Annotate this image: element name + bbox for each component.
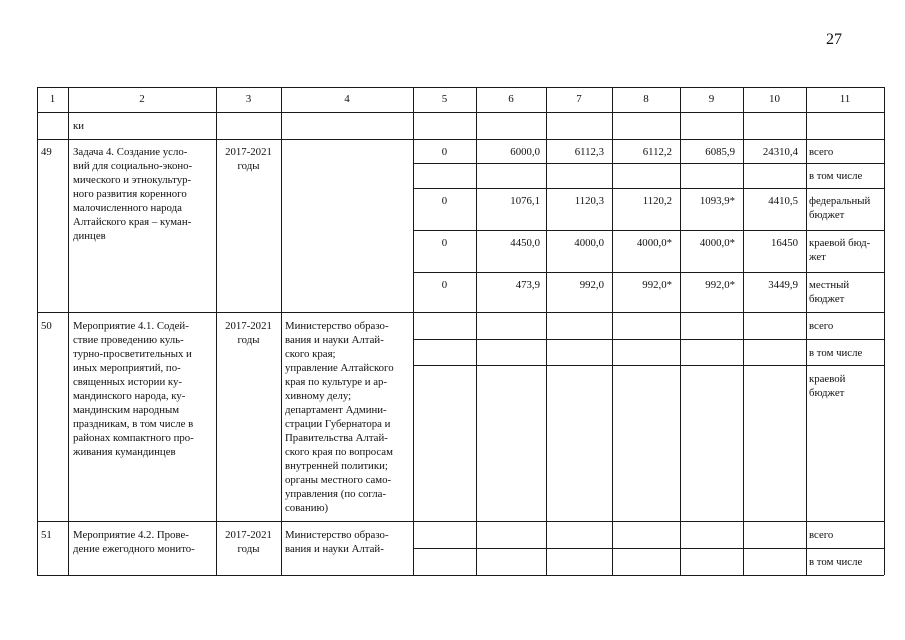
cell-col10: 4410,5 [768,195,798,207]
cell-col6: 473,9 [515,279,540,291]
header-cell-6: 6 [508,93,514,105]
column-border-6 [546,87,547,575]
measure-name-line: Мероприятие 4.1. Содей- [73,320,189,332]
subrow-border [413,365,884,366]
column-border-5 [476,87,477,575]
cell-col5: 0 [441,146,448,158]
executor-line: департамент Админи- [285,404,387,416]
cell-col8: 992,0* [642,279,672,291]
funding-source-line: краевой [809,373,846,385]
row-number: 49 [41,146,52,158]
column-border-11 [884,87,885,575]
header-cell-2: 2 [139,93,145,105]
cell-col5: 0 [441,279,448,291]
executor-line: Министерство образо- [285,320,389,332]
funding-source-line: федеральный [809,195,871,207]
column-border-7 [612,87,613,575]
period-line: годы [237,334,260,346]
cell-col8: 4000,0* [636,237,672,249]
measure-name-line: священных истории ку- [73,376,183,388]
measure-name-line: мандинского народа, ку- [73,390,186,402]
cell-col6: 6000,0 [510,146,540,158]
executor-line: края по культуре и ар- [285,376,388,388]
column-border-3 [281,87,282,575]
executor-line: сованию) [285,502,329,514]
page-number: 27 [826,31,842,48]
executor-line: Министерство образо- [285,529,389,541]
measure-name-line: ствие проведению куль- [73,334,184,346]
funding-source-line: всего [809,146,834,158]
period-line: 2017-2021 [225,146,272,158]
cell-col6: 4450,0 [510,237,540,249]
measure-name-line: дение ежегодного монито- [73,543,195,555]
cell-col9: 992,0* [705,279,735,291]
funding-source-line: жет [809,251,826,263]
executor-line: управления (по согла- [285,488,387,500]
executor-line: ского края по вопросам [285,446,393,458]
cell-col8: 1120,2 [642,195,672,207]
header-cell-3: 3 [245,93,252,105]
funding-source-line: в том числе [809,556,863,568]
column-border-1 [68,87,69,575]
funding-source-line: бюджет [809,209,845,221]
column-border-4 [413,87,414,575]
period-line: 2017-2021 [225,529,272,541]
column-border-0 [37,87,38,575]
subrow-border [413,230,884,231]
header-cell-8: 8 [643,93,649,105]
executor-line: страции Губернатора и [285,418,391,430]
period-line: 2017-2021 [225,320,272,332]
period-line: годы [237,160,260,172]
period-line: годы [237,543,260,555]
cell-col7: 1120,3 [574,195,604,207]
cell-col10: 16450 [771,237,798,249]
cell-col8: 6112,2 [642,146,672,158]
executor-line: вания и науки Алтай- [285,334,384,346]
cell-col7: 4000,0 [574,237,604,249]
table-top-border [37,87,884,88]
cell-col6: 1076,1 [510,195,540,207]
task-name-line: малочисленного народа [73,202,182,214]
row50-bottom-border [37,521,884,522]
row-number: 51 [41,529,52,541]
executor-line: хивному делу; [285,390,352,402]
row49-bottom-border [37,312,884,313]
measure-name-line: иных мероприятий, по- [73,362,181,374]
cell-col10: 3449,9 [768,279,798,291]
funding-source-line: всего [809,529,834,541]
header-cell-11: 11 [839,93,851,105]
cell-col9: 6085,9 [705,146,735,158]
executor-line: вания и науки Алтай- [285,543,384,555]
executor-line: управление Алтайского [285,362,394,374]
executor-line: ского края; [285,348,336,360]
column-border-2 [216,87,217,575]
measure-name-line: Мероприятие 4.2. Прове- [73,529,189,541]
header-cell-1: 1 [49,93,56,105]
cell-col7: 992,0 [579,279,604,291]
funding-source-line: в том числе [809,170,863,182]
cell-col9: 1093,9* [699,195,735,207]
task-name-line: Задача 4. Создание усло- [73,146,188,158]
cell-col7: 6112,3 [574,146,604,158]
funding-source-line: местный [809,279,850,291]
executor-line: Правительства Алтай- [285,432,388,444]
header-cell-5: 5 [441,93,448,105]
table-bottom-border [37,575,884,576]
funding-source-line: всего [809,320,834,332]
funding-source-line: бюджет [809,387,845,399]
subrow-border [413,272,884,273]
row-number: 50 [41,320,52,332]
column-border-9 [743,87,744,575]
subrow-border [413,548,884,549]
measure-name-line: живания кумандинцев [73,446,176,458]
subrow-border [413,339,884,340]
funding-source-line: краевой бюд- [809,237,871,249]
executor-line: органы местного само- [285,474,392,486]
measure-name-line: мандинским народным [73,404,180,416]
cell-col5: 0 [441,195,448,207]
task-name-line: Алтайского края – куман- [73,216,192,228]
task-name-line: вий для социально-эконо- [73,160,193,172]
funding-source-line: бюджет [809,293,845,305]
continuation-text: ки [73,120,85,132]
measure-name-line: праздникам, в том числе в [73,418,194,430]
task-name-line: ного развития коренного [73,188,187,200]
task-name-line: динцев [73,230,106,242]
executor-line: внутренней политики; [285,460,388,472]
header-cell-7: 7 [576,93,582,105]
column-border-8 [680,87,681,575]
measure-name-line: районах компактного про- [73,432,194,444]
header-cell-9: 9 [708,93,715,105]
cell-col10: 24310,4 [762,146,798,158]
measure-name-line: турно-просветительных и [73,348,192,360]
header-cell-10: 10 [769,93,780,105]
cell-col9: 4000,0* [699,237,735,249]
column-border-10 [806,87,807,575]
header-bottom-border [37,112,884,113]
header-cell-4: 4 [344,93,350,105]
subrow-border [413,163,884,164]
task-name-line: мического и этнокультур- [73,174,192,186]
funding-source-line: в том числе [809,347,863,359]
cell-col5: 0 [441,237,448,249]
subrow-border [413,188,884,189]
continuation-row-border [37,139,884,140]
